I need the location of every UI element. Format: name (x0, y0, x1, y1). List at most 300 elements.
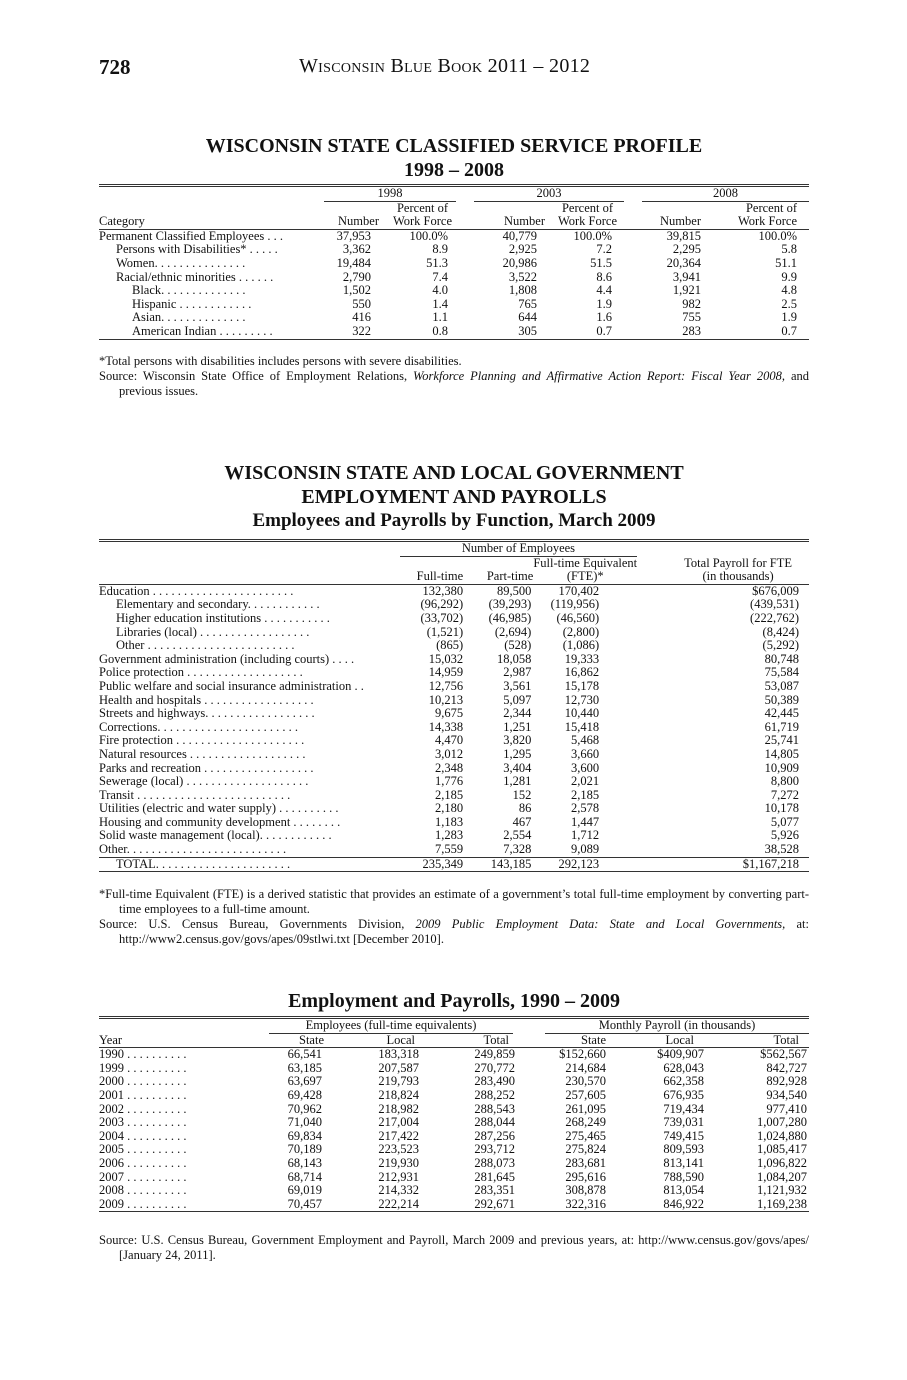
year-2003-header: 2003 (474, 187, 624, 202)
row-label: Health and hospitals . . . . . . . . . . . . . . . . . . (99, 693, 314, 707)
value-cell: 662,358 (663, 1074, 704, 1089)
pct-header-top: Percent of (396, 200, 449, 215)
percent-cell: 4.4 (596, 283, 612, 298)
value-cell: 3,012 (435, 746, 464, 761)
number-cell: 982 (682, 296, 701, 311)
number-cell: 40,779 (502, 228, 537, 243)
value-cell: 288,252 (474, 1087, 515, 1102)
value-cell: 5,468 (571, 733, 600, 748)
value-cell: 1,295 (503, 746, 532, 761)
value-cell: 293,712 (474, 1142, 515, 1157)
value-cell: 292,123 (558, 856, 600, 871)
fte-header-top: Full-time Equivalent (533, 555, 638, 570)
row-label: American Indian . . . . . . . . . (132, 324, 273, 338)
number-cell: 2,295 (672, 242, 701, 257)
number-cell: 2,925 (508, 242, 537, 257)
table-row (99, 325, 809, 339)
value-cell: 15,418 (564, 719, 600, 734)
value-cell: 739,031 (663, 1115, 704, 1130)
table2-title-line1: WISCONSIN STATE AND LOCAL GOVERNMENT (224, 462, 684, 484)
value-cell: 218,982 (378, 1101, 419, 1116)
value-cell: 68,143 (287, 1155, 322, 1170)
year-cell: 2007 . . . . . . . . . . (99, 1170, 187, 1184)
value-cell: 217,422 (378, 1128, 419, 1143)
table-row (99, 775, 809, 789)
value-cell: 676,935 (663, 1087, 704, 1102)
value-cell: 14,959 (428, 665, 464, 680)
percent-cell: 8.9 (432, 242, 448, 257)
value-cell: 2,344 (503, 706, 532, 721)
row-label: Black. . . . . . . . . . . . . . (132, 284, 246, 298)
row-label: Public welfare and social insurance administration . . (99, 679, 364, 693)
value-cell: 3,600 (571, 760, 600, 775)
pct-header-bottom: Work Force (557, 214, 618, 229)
value-cell: $562,567 (760, 1047, 807, 1062)
table-row (99, 1103, 809, 1117)
table1-source: Source: Wisconsin State Office of Employment Relations, Workforce Planning and Affirmative Action Report: Fiscal Year 2008, and previous issues. (99, 369, 809, 398)
number-header: Number (504, 214, 545, 229)
value-cell: 1,183 (435, 814, 464, 829)
table-row (99, 748, 809, 762)
value-cell: 1,251 (503, 719, 532, 734)
value-cell: (1,086) (562, 638, 600, 653)
table-row (99, 1048, 809, 1062)
fulltime-header: Full-time (416, 569, 464, 584)
row-label: Asian. . . . . . . . . . . . . . (132, 311, 246, 325)
value-cell: (222,762) (750, 610, 799, 625)
number-cell: 3,362 (342, 242, 371, 257)
table-row (99, 1089, 809, 1103)
value-cell: 10,213 (428, 692, 464, 707)
number-cell: 550 (352, 296, 371, 311)
table-row (99, 598, 809, 612)
number-cell: 39,815 (666, 228, 701, 243)
table-row (99, 271, 809, 285)
value-cell: 1,776 (435, 774, 464, 789)
value-cell: 9,089 (571, 842, 600, 857)
value-cell: 275,465 (565, 1128, 606, 1143)
percent-cell: 1.1 (432, 310, 448, 325)
row-label: Persons with Disabilities* . . . . . (116, 243, 278, 257)
row-label: Racial/ethnic minorities . . . . . . (116, 270, 274, 284)
row-label: Permanent Classified Employees . . . (99, 229, 283, 243)
percent-cell: 51.5 (590, 255, 612, 270)
pct-header-bottom: Work Force (737, 214, 797, 229)
row-label: Government administration (including courts) . . . . (99, 652, 355, 666)
row-label: Transit . . . . . . . . . . . . . . . . . . . . . . . . . (99, 788, 291, 802)
page-number: 728 (99, 55, 131, 79)
value-cell: 719,434 (663, 1101, 704, 1116)
value-cell: 53,087 (764, 678, 799, 693)
value-cell: 1,084,207 (757, 1169, 807, 1184)
row-label: Solid waste management (local). . . . . . . . . . . . (99, 829, 332, 843)
value-cell: 977,410 (766, 1101, 807, 1116)
row-label: Other. . . . . . . . . . . . . . . . . . . . . . . . . . (99, 843, 287, 857)
table-row (99, 1171, 809, 1185)
value-cell: 61,719 (764, 719, 799, 734)
value-cell: 183,318 (378, 1047, 419, 1062)
value-cell: (2,800) (562, 624, 600, 639)
table-row (99, 789, 809, 803)
table-row (99, 243, 809, 257)
row-label: Other . . . . . . . . . . . . . . . . . . . . . . . . (116, 639, 295, 653)
value-cell: 283,490 (474, 1074, 515, 1089)
table-row (99, 721, 809, 735)
value-cell: 68,714 (287, 1169, 322, 1184)
value-cell: 308,878 (565, 1183, 606, 1198)
value-cell: (46,985) (488, 610, 532, 625)
value-cell: 257,605 (565, 1087, 606, 1102)
page-header (99, 55, 809, 83)
value-cell: 2,348 (435, 760, 464, 775)
value-cell: 222,214 (378, 1196, 419, 1211)
value-cell: $409,907 (657, 1047, 704, 1062)
value-cell: 63,697 (287, 1074, 322, 1089)
table-row (99, 1116, 809, 1130)
value-cell: 813,141 (663, 1155, 704, 1170)
year-cell: 2008 . . . . . . . . . . (99, 1184, 187, 1198)
value-cell: 292,671 (474, 1196, 515, 1211)
value-cell: (46,560) (556, 610, 600, 625)
year-cell: 1990 . . . . . . . . . . (99, 1047, 187, 1062)
value-cell: 283,681 (565, 1155, 606, 1170)
row-label: Sewerage (local) . . . . . . . . . . . . . . . . . . . . (99, 775, 309, 789)
row-label: Natural resources . . . . . . . . . . . . . . . . . . . (99, 747, 306, 761)
table-row (99, 1157, 809, 1171)
table2-notes (99, 887, 809, 947)
value-cell: 19,333 (564, 651, 600, 666)
number-cell: 765 (518, 296, 537, 311)
number-cell: 322 (352, 323, 371, 338)
percent-cell: 100.0% (573, 228, 612, 243)
row-label: Parks and recreation . . . . . . . . . . . . . . . . . . (99, 761, 314, 775)
value-cell: 7,272 (770, 787, 799, 802)
year-cell: 2009 . . . . . . . . . . (99, 1197, 187, 1211)
value-cell: 218,824 (378, 1087, 419, 1102)
table-row (99, 639, 809, 653)
value-cell: 219,930 (378, 1155, 419, 1170)
table3-title (99, 989, 809, 1013)
table-row (99, 1184, 809, 1198)
value-cell: 86 (518, 801, 532, 816)
percent-cell: 5.8 (781, 242, 797, 257)
number-cell: 2,790 (342, 269, 371, 284)
value-cell: 1,169,238 (757, 1196, 807, 1211)
percent-cell: 0.7 (596, 323, 612, 338)
pct-header-bottom: Work Force (392, 214, 453, 229)
value-cell: 1,712 (571, 828, 600, 843)
value-cell: 12,730 (564, 692, 600, 707)
year-cell: 2006 . . . . . . . . . . (99, 1156, 187, 1170)
value-cell: 70,457 (287, 1196, 322, 1211)
value-cell: 846,922 (663, 1196, 704, 1211)
table2-source: Source: U.S. Census Bureau, Governments Division, 2009 Public Employment Data: State and Local Governments, at: http://www2.census.gov/govs/apes/09stlwi.txt [December 2010]. (99, 917, 810, 946)
percent-cell: 8.6 (596, 269, 612, 284)
value-cell: 5,097 (503, 692, 532, 707)
value-cell: 66,541 (287, 1047, 322, 1062)
value-cell: 270,772 (474, 1060, 515, 1075)
number-header: Number (660, 214, 701, 229)
value-cell: 9,675 (435, 706, 464, 721)
percent-cell: 100.0% (409, 228, 448, 243)
running-head: Wisconsin Blue Book 2011 – 2012 (299, 55, 591, 77)
value-cell: 12,756 (428, 678, 464, 693)
value-cell: (528) (504, 638, 532, 653)
value-cell: 18,058 (496, 651, 532, 666)
table3-source: Source: U.S. Census Bureau, Government Employment and Payroll, March 2009 and previous years, at: http://www.census.gov/govs/apes/ [January 24, 2011]. (99, 1233, 809, 1262)
value-cell: 934,540 (766, 1087, 807, 1102)
percent-cell: 51.1 (775, 255, 797, 270)
value-cell: 10,909 (764, 760, 799, 775)
value-cell: 235,349 (422, 856, 464, 871)
value-cell: 89,500 (496, 583, 532, 598)
percent-cell: 7.4 (432, 269, 448, 284)
number-cell: 3,522 (508, 269, 537, 284)
value-cell: 467 (512, 814, 532, 829)
row-label: Higher education institutions . . . . . . . . . . . (116, 611, 330, 625)
value-cell: $152,660 (559, 1047, 606, 1062)
row-label: TOTAL. . . . . . . . . . . . . . . . . . . . . . (116, 857, 291, 871)
percent-cell: 51.3 (426, 255, 448, 270)
value-cell: 1,121,932 (757, 1183, 807, 1198)
value-cell: 223,523 (378, 1142, 419, 1157)
local-header: Local (386, 1032, 415, 1047)
value-cell: 217,004 (378, 1115, 419, 1130)
payroll-group-header: Monthly Payroll (in thousands) (545, 1019, 809, 1034)
number-cell: 20,986 (502, 255, 537, 270)
row-label: Police protection . . . . . . . . . . . . . . . . . . . (99, 666, 303, 680)
value-cell: 5,926 (770, 828, 799, 843)
percent-cell: 9.9 (781, 269, 797, 284)
value-cell: 170,402 (558, 583, 600, 598)
value-cell: 1,007,280 (757, 1115, 807, 1130)
table-row (99, 626, 809, 640)
number-header: Number (338, 214, 379, 229)
table-row (99, 1198, 809, 1212)
table2-title-line2: EMPLOYMENT AND PAYROLLS (301, 486, 607, 508)
value-cell: 275,824 (565, 1142, 606, 1157)
value-cell: 70,962 (287, 1101, 322, 1116)
state-header: State (581, 1032, 606, 1047)
value-cell: 1,283 (435, 828, 464, 843)
percent-cell: 7.2 (596, 242, 612, 257)
value-cell: (8,424) (762, 624, 799, 639)
table1-notes (99, 354, 809, 399)
table-row (99, 298, 809, 312)
year-1998-header: 1998 (324, 187, 456, 202)
state-header: State (299, 1032, 324, 1047)
number-cell: 283 (682, 323, 701, 338)
fte-header-bottom: (FTE)* (566, 569, 604, 584)
value-cell: 14,338 (428, 719, 464, 734)
table-row (99, 257, 809, 271)
row-label: Utilities (electric and water supply) . . . . . . . . . . (99, 802, 339, 816)
table-row (99, 1143, 809, 1157)
value-cell: 2,578 (571, 801, 600, 816)
value-cell: 288,044 (474, 1115, 515, 1130)
value-cell: (119,956) (550, 597, 600, 612)
table-row (99, 284, 809, 298)
value-cell: 2,987 (503, 665, 532, 680)
percent-cell: 1.9 (596, 296, 612, 311)
table-row (99, 584, 809, 598)
value-cell: 322,316 (565, 1196, 606, 1211)
category-header: Category (99, 214, 145, 229)
number-cell: 1,921 (672, 283, 701, 298)
value-cell: 249,859 (474, 1047, 515, 1062)
value-cell: (1,521) (426, 624, 464, 639)
percent-cell: 100.0% (758, 228, 797, 243)
table1-footnote: *Total persons with disabilities includes persons with severe disabilities. (99, 354, 462, 368)
percent-cell: 1.4 (432, 296, 448, 311)
value-cell: 42,445 (764, 706, 799, 721)
year-cell: 2000 . . . . . . . . . . (99, 1075, 187, 1089)
value-cell: 63,185 (287, 1060, 322, 1075)
table-row (99, 653, 809, 667)
number-cell: 19,484 (336, 255, 371, 270)
year-cell: 2004 . . . . . . . . . . (99, 1129, 187, 1143)
percent-cell: 0.7 (781, 323, 797, 338)
value-cell: 842,727 (766, 1060, 807, 1075)
table3-notes (99, 1233, 809, 1263)
value-cell: 25,741 (764, 733, 799, 748)
year-cell: 2003 . . . . . . . . . . (99, 1116, 187, 1130)
pct-header-top: Percent of (745, 200, 797, 215)
year-2008-header: 2008 (642, 187, 809, 202)
year-cell: 2001 . . . . . . . . . . (99, 1088, 187, 1102)
table-row (99, 1062, 809, 1076)
value-cell: 80,748 (764, 651, 799, 666)
value-cell: (2,694) (494, 624, 532, 639)
percent-cell: 0.8 (432, 323, 448, 338)
table-row (99, 612, 809, 626)
table-row (99, 829, 809, 843)
value-cell: 2,554 (503, 828, 532, 843)
value-cell: 70,189 (287, 1142, 322, 1157)
table-row (99, 694, 809, 708)
employees-group-header: Employees (full-time equivalents) (269, 1019, 513, 1034)
number-cell: 644 (518, 310, 537, 325)
row-label: Hispanic . . . . . . . . . . . . (132, 297, 252, 311)
number-cell: 305 (518, 323, 537, 338)
table-row (99, 1130, 809, 1144)
year-cell: 1999 . . . . . . . . . . (99, 1061, 187, 1075)
number-cell: 37,953 (336, 228, 371, 243)
row-label: Fire protection . . . . . . . . . . . . . . . . . . . . . (99, 734, 305, 748)
value-cell: 3,561 (503, 678, 532, 693)
value-cell: 143,185 (490, 856, 532, 871)
value-cell: 1,096,822 (757, 1155, 807, 1170)
row-label: Libraries (local) . . . . . . . . . . . . . . . . . . (116, 625, 310, 639)
value-cell: 8,800 (770, 774, 799, 789)
percent-cell: 1.9 (781, 310, 797, 325)
value-cell: 2,180 (435, 801, 464, 816)
pct-header-top: Percent of (561, 200, 614, 215)
value-cell: 2,021 (571, 774, 600, 789)
value-cell: 1,085,417 (757, 1142, 807, 1157)
value-cell: $676,009 (752, 583, 799, 598)
value-cell: 2,185 (571, 787, 600, 802)
row-label: Women. . . . . . . . . . . . . . . (116, 256, 246, 270)
row-label: Streets and highways. . . . . . . . . . . . . . . . . . (99, 707, 315, 721)
value-cell: 3,820 (503, 733, 532, 748)
value-cell: 75,584 (764, 665, 799, 680)
value-cell: 212,931 (378, 1169, 419, 1184)
number-of-employees-header: Number of Employees (400, 542, 637, 557)
value-cell: 214,684 (565, 1060, 606, 1075)
value-cell: 10,178 (764, 801, 799, 816)
table1-title (99, 134, 809, 182)
table-row (99, 816, 809, 830)
value-cell: 283,351 (474, 1183, 515, 1198)
value-cell: (439,531) (750, 597, 799, 612)
number-cell: 3,941 (672, 269, 701, 284)
table-row (99, 680, 809, 694)
value-cell: (5,292) (762, 638, 799, 653)
value-cell: 7,328 (503, 842, 532, 857)
year-cell: 2005 . . . . . . . . . . (99, 1143, 187, 1157)
value-cell: 1,024,880 (757, 1128, 807, 1143)
value-cell: 1,447 (571, 814, 600, 829)
value-cell: 69,428 (287, 1087, 322, 1102)
value-cell: 3,404 (503, 760, 532, 775)
total-row (99, 857, 809, 872)
value-cell: 38,528 (764, 842, 799, 857)
table-row (99, 311, 809, 325)
value-cell: (39,293) (488, 597, 532, 612)
value-cell: 10,440 (564, 706, 600, 721)
table1-title-line2: 1998 – 2008 (404, 159, 504, 181)
local-header: Local (665, 1032, 694, 1047)
value-cell: (865) (436, 638, 464, 653)
table-row (99, 1075, 809, 1089)
percent-cell: 4.8 (781, 283, 797, 298)
table-row (99, 707, 809, 721)
value-cell: 16,862 (564, 665, 600, 680)
value-cell: 1,281 (503, 774, 532, 789)
percent-cell: 2.5 (781, 296, 797, 311)
value-cell: 7,559 (435, 842, 464, 857)
value-cell: 132,380 (422, 583, 464, 598)
value-cell: 15,178 (564, 678, 600, 693)
value-cell: 14,805 (764, 746, 799, 761)
number-cell: 1,808 (508, 283, 537, 298)
value-cell: 788,590 (663, 1169, 704, 1184)
table1-title-line1: WISCONSIN STATE CLASSIFIED SERVICE PROFILE (205, 135, 703, 157)
table2-title (99, 461, 809, 533)
table2-footnote: *Full-time Equivalent (FTE) is a derived statistic that provides an estimate of a government’s total full-time employment by converting part-time employees to a full-time amount. (99, 887, 809, 916)
row-label: Education . . . . . . . . . . . . . . . . . . . . . . . (99, 584, 294, 598)
value-cell: 152 (512, 787, 532, 802)
table2-subtitle: Employees and Payrolls by Function, March 2009 (252, 510, 656, 531)
value-cell: 214,332 (378, 1183, 419, 1198)
table3-title-text: Employment and Payrolls, 1990 – 2009 (288, 990, 620, 1012)
value-cell: 288,073 (474, 1155, 515, 1170)
value-cell: 813,054 (663, 1183, 704, 1198)
value-cell: 749,415 (663, 1128, 704, 1143)
classified-service-table (99, 184, 809, 340)
employment-payrolls-table (99, 1016, 809, 1212)
value-cell: 5,077 (770, 814, 799, 829)
number-cell: 20,364 (666, 255, 701, 270)
value-cell: 281,645 (474, 1169, 515, 1184)
number-cell: 1,502 (342, 283, 371, 298)
year-cell: 2002 . . . . . . . . . . (99, 1102, 187, 1116)
value-cell: 219,793 (378, 1074, 419, 1089)
percent-cell: 1.6 (596, 310, 612, 325)
number-cell: 755 (682, 310, 701, 325)
value-cell: 268,249 (565, 1115, 606, 1130)
